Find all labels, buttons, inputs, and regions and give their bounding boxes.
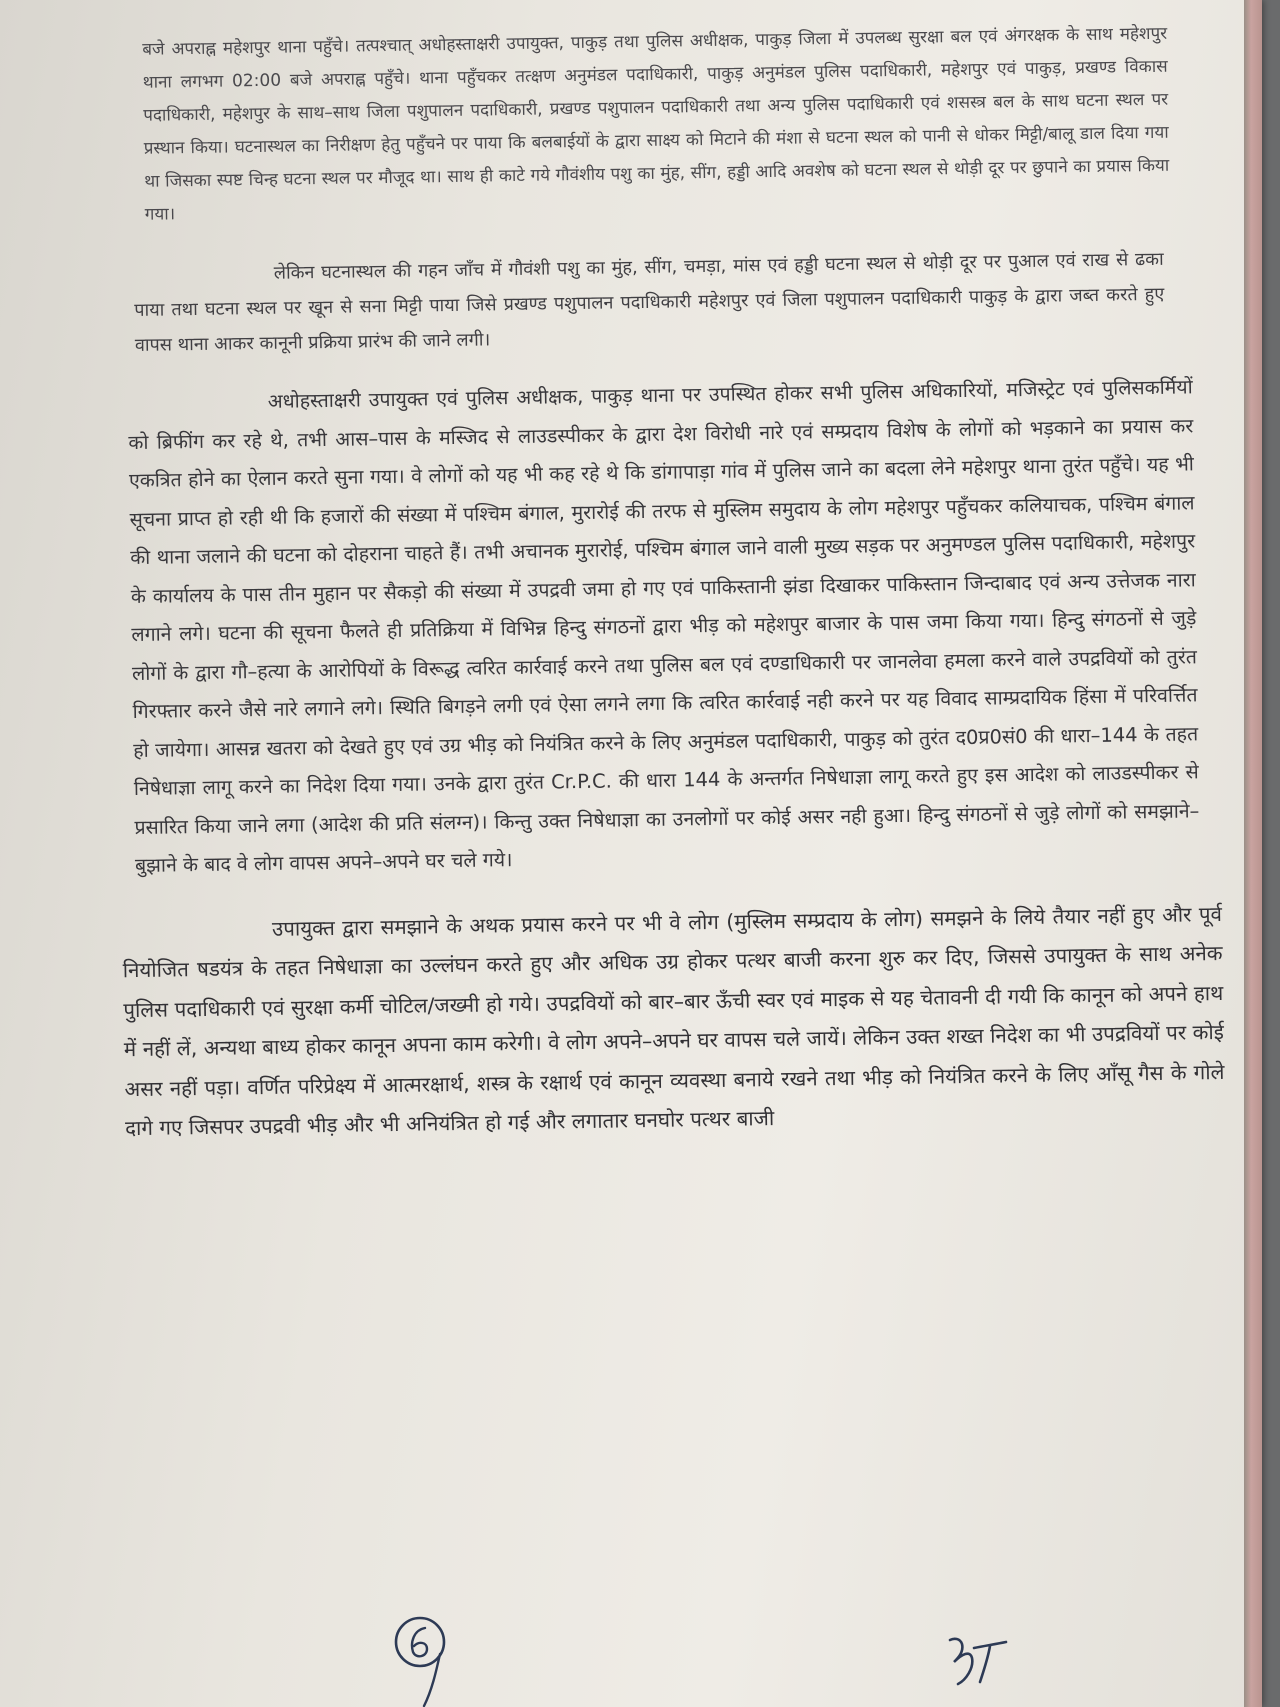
paragraph-4: उपायुक्त द्वारा समझाने के अथक प्रयास करने पर भी वे लोग (मुस्लिम सम्प्रदाय के लोग) समझने के लिये तैयार नहीं हुए और पूर्व नियोजित षडयंत्र के तहत निषेधाज्ञा का उल्लंघन करते हुए और अधिक उग्र होकर पत्थर बाजी करना शुरु कर दिए, जिससे उपायुक्त के साथ अनेक पुलिस पदाधिकारी एवं सुरक्षा कर्मी चोटिल/जख्मी हो गये। उपद्रवियों को बार–बार ऊँची स्वर एवं माइक से यह चेतावनी दी गयी कि कानून को अपने हाथ में नहीं लें, अन्यथा बाध्य होकर कानून अपना काम करेगी। वे लोग अपने–अपने घर वापस चले जायें। लेकिन उक्त शख्त निदेश का भी उपद्रवियों पर कोई असर नहीं पड़ा। वर्णित परिप्रेक्ष्य में आत्मरक्षार्थ, शस्त्र के रक्षार्थ एवं कानून व्यवस्था बनाये रखने तथा भीड़ को नियंत्रित करने के लिए आँसू गैस के गोले दागे गए जिसपर उपद्रवी भीड़ और भी अनियंत्रित हो गई और लगातार घनघोर पत्थर बाजी bbox=[122, 901, 1225, 1141]
handwritten-initials bbox=[944, 1628, 1014, 1688]
page-edge bbox=[1244, 0, 1262, 1707]
paragraph-2: लेकिन घटनास्थल की गहन जाँच में गौवंशी पशु का मुंह, सींग, चमड़ा, मांस एवं हड्डी घटना स्थल से थोड़ी दूर पर पुआल एवं राख से ढका पाया तथा घटना स्थल पर खून से सना मिट्टी पाया जिसे प्रखण्ड पशुपालन पदाधिकारी महेशपुर एवं जिला पशुपालन पदाधिकारी पाकुड़ के द्वारा जब्त करते हुए वापस थाना आकर कानूनी प्रक्रिया प्रारंभ की जाने लगी। bbox=[134, 248, 1165, 356]
handwritten-page-number bbox=[392, 1612, 472, 1707]
document-body bbox=[122, 17, 1227, 1148]
paragraph-3: अधोहस्ताक्षरी उपायुक्त एवं पुलिस अधीक्षक, पाकुड़ थाना पर उपस्थित होकर सभी पुलिस अधिकारियों, मजिस्ट्रेट एवं पुलिसकर्मियों को ब्रिफींग कर रहे थे, तभी आस–पास के मस्जिद से लाउडस्पीकर के द्वारा देश विरोधी नारे एवं सम्प्रदाय विशेष के लोगों को भड़काने का प्रयास कर एकत्रित होने का ऐलान करते सुना गया। वे लोगों को यह भी कह रहे थे कि डांगापाड़ा गांव में पुलिस जाने का बदला लेने महेशपुर थाना तुरंत पहुँचे। यह भी सूचना प्राप्त हो रही थी कि हजारों की संख्या में पश्चिम बंगाल, मुरारोई की तरफ से मुस्लिम समुदाय के लोग महेशपुर पहुँचकर कलियाचक, पश्चिम बंगाल की थाना जलाने की घटना को दोहराना चाहते हैं। तभी अचानक मुरारोई, पश्चिम बंगाल जाने वाली मुख्य सड़क पर अनुमण्डल पुलिस पदाधिकारी, महेशपुर के कार्यालय के पास तीन मुहान पर सैकड़ो की संख्या में उपद्रवी जमा हो गए एवं पाकिस्तानी झंडा दिखाकर पाकिस्तान जिन्दाबाद एवं अन्य उत्तेजक नारा लगाने लगे। घटना की सूचना फैलते ही प्रतिक्रिया में विभिन्न हिन्दु संगठनों द्वारा भीड़ को महेशपुर बाजार के पास जमा किया गया। हिन्दु संगठनों से जुड़े लोगों के द्वारा गौ–हत्या के आरोपियों के विरूद्ध त्वरित कार्रवाई करने तथा पुलिस बल एवं दण्डाधिकारी पर जानलेवा हमला करने वाले उपद्रवियों को तुरंत गिरफ्तार करने जैसे नारे लगाने लगे। स्थिति बिगड़ने लगी एवं ऐसा लगने लगा कि त्वरित कार्रवाई नही करने पर यह विवाद साम्प्रदायिक हिंसा में परिवर्त्तित हो जायेगा। आसन्न खतरा को देखते हुए एवं उग्र भीड़ को नियंत्रित करने के लिए अनुमंडल पदाधिकारी, पाकुड़ को तुरंत द0प्र0सं0 की धारा–144 के तहत निषेधाज्ञा लागू करने का निदेश दिया गया। उनके द्वारा तुरंत Cr.P.C. की धारा 144 के अन्तर्गत निषेधाज्ञा लागू करते हुए इस आदेश को लाउडस्पीकर से प्रसारित किया जाने लगा (आदेश की प्रति संलग्न)। किन्तु उक्त निषेधाज्ञा का उनलोगों पर कोई असर नही हुआ। हिन्दु संगठनों से जुड़े लोगों को समझाने–बुझाने के बाद वे लोग वापस अपने–अपने घर चले गये। bbox=[128, 375, 1200, 878]
paragraph-1: बजे अपराह्न महेशपुर थाना पहुँचे। तत्पश्चात् अधोहस्ताक्षरी उपायुक्त, पाकुड़ तथा पुलिस अधीक्षक, पाकुड़ जिला में उपलब्ध सुरक्षा बल एवं अंगरक्षक के साथ महेशपुर थाना लगभग 02:00 बजे अपराह्न पहुँचे। थाना पहुँचकर तत्क्षण अनुमंडल पदाधिकारी, पाकुड़ अनुमंडल पुलिस पदाधिकारी, महेशपुर एवं पाकुड़, प्रखण्ड विकास पदाधिकारी, महेशपुर के साथ–साथ जिला पशुपालन पदाधिकारी, प्रखण्ड पशुपालन पदाधिकारी तथा अन्य पुलिस पदाधिकारी एवं शसस्त्र बल के साथ घटना स्थल पर प्रस्थान किया। घटनास्थल का निरीक्षण हेतु पहुँचने पर पाया कि बलबाईयों के द्वारा साक्ष्य को मिटाने की मंशा से घटना स्थल को पानी से धोकर मिट्टी/बालू डाल दिया गया था जिसका स्पष्ट चिन्ह घटना स्थल पर मौजूद था। साथ ही काटे गये गौवंशीय पशु का मुंह, सींग, हड्डी आदि अवशेष को घटना स्थल से थोड़ी दूर पर छुपाने का प्रयास किया गया। bbox=[142, 23, 1170, 225]
